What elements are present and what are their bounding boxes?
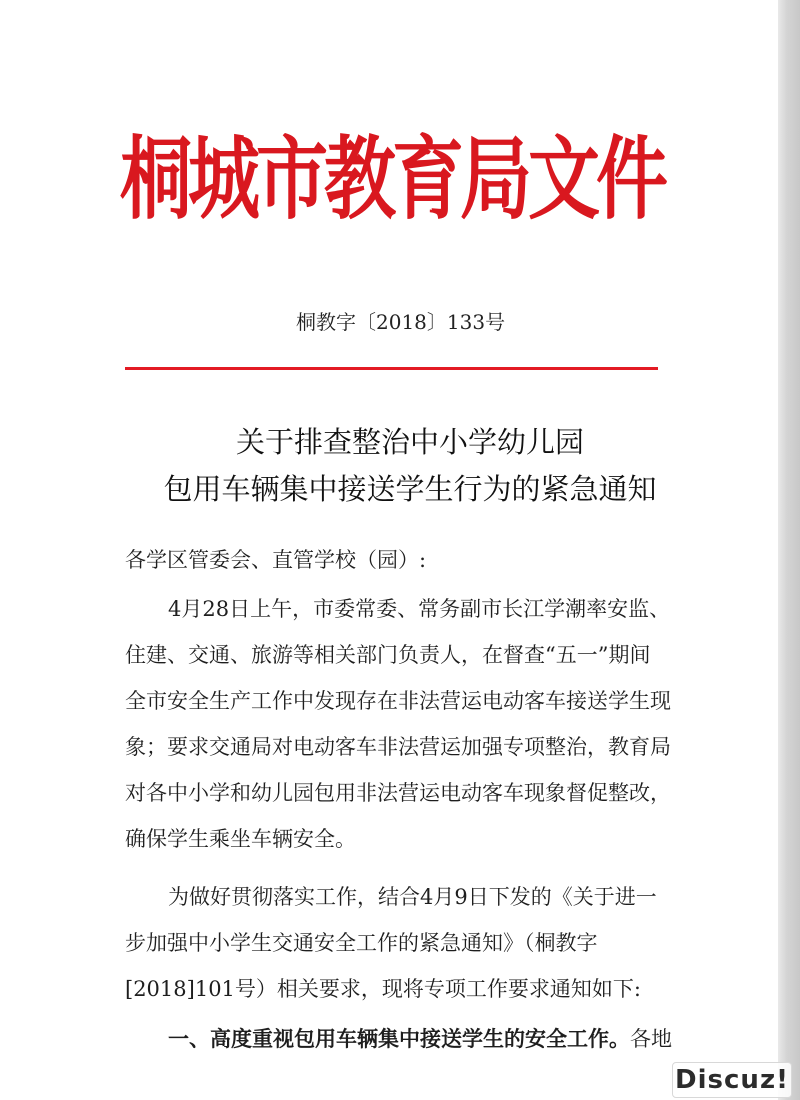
scan-page-edge [778, 0, 800, 1100]
body-line: 象；要求交通局对电动客车非法营运加强专项整治，教育局 [125, 735, 671, 759]
body-line: 对各中小学和幼儿园包用非法营运电动客车现象督促整改， [125, 781, 671, 805]
body-line: 住建、交通、旅游等相关部门负责人，在督查“五一”期间 [125, 643, 651, 667]
body-line: 4月28日上午，市委常委、常务副市长江学潮率安监、 [168, 597, 671, 621]
discuz-watermark: Discuz! [672, 1062, 792, 1098]
body-line: 步加强中小学生交通安全工作的紧急通知》（桐教字 [125, 931, 598, 955]
section-1-heading: 一、高度重视包用车辆集中接送学生的安全工作。 [168, 1026, 630, 1051]
addressee: 各学区管委会、直管学校（园）: [125, 548, 427, 572]
body-line: 确保学生乘坐车辆安全。 [125, 827, 356, 851]
document-header-title: 桐城市教育局文件 [120, 126, 665, 232]
section-1-line [168, 1024, 672, 1054]
body-line: 为做好贯彻落实工作，结合4月9日下发的《关于进一 [168, 885, 657, 909]
document-number: 桐教字〔2018〕133号 [296, 310, 506, 334]
notice-title-line-1: 关于排查整治中小学幼儿园 [235, 425, 584, 459]
body-line: 全市安全生产工作中发现存在非法营运电动客车接送学生现 [125, 689, 671, 713]
notice-title-line-2: 包用车辆集中接送学生行为的紧急通知 [163, 472, 657, 506]
body-line: [2018]101号）相关要求，现将专项工作要求通知如下: [125, 977, 641, 1001]
red-divider-line [125, 367, 658, 370]
section-1-text: 各地 [630, 1027, 672, 1051]
